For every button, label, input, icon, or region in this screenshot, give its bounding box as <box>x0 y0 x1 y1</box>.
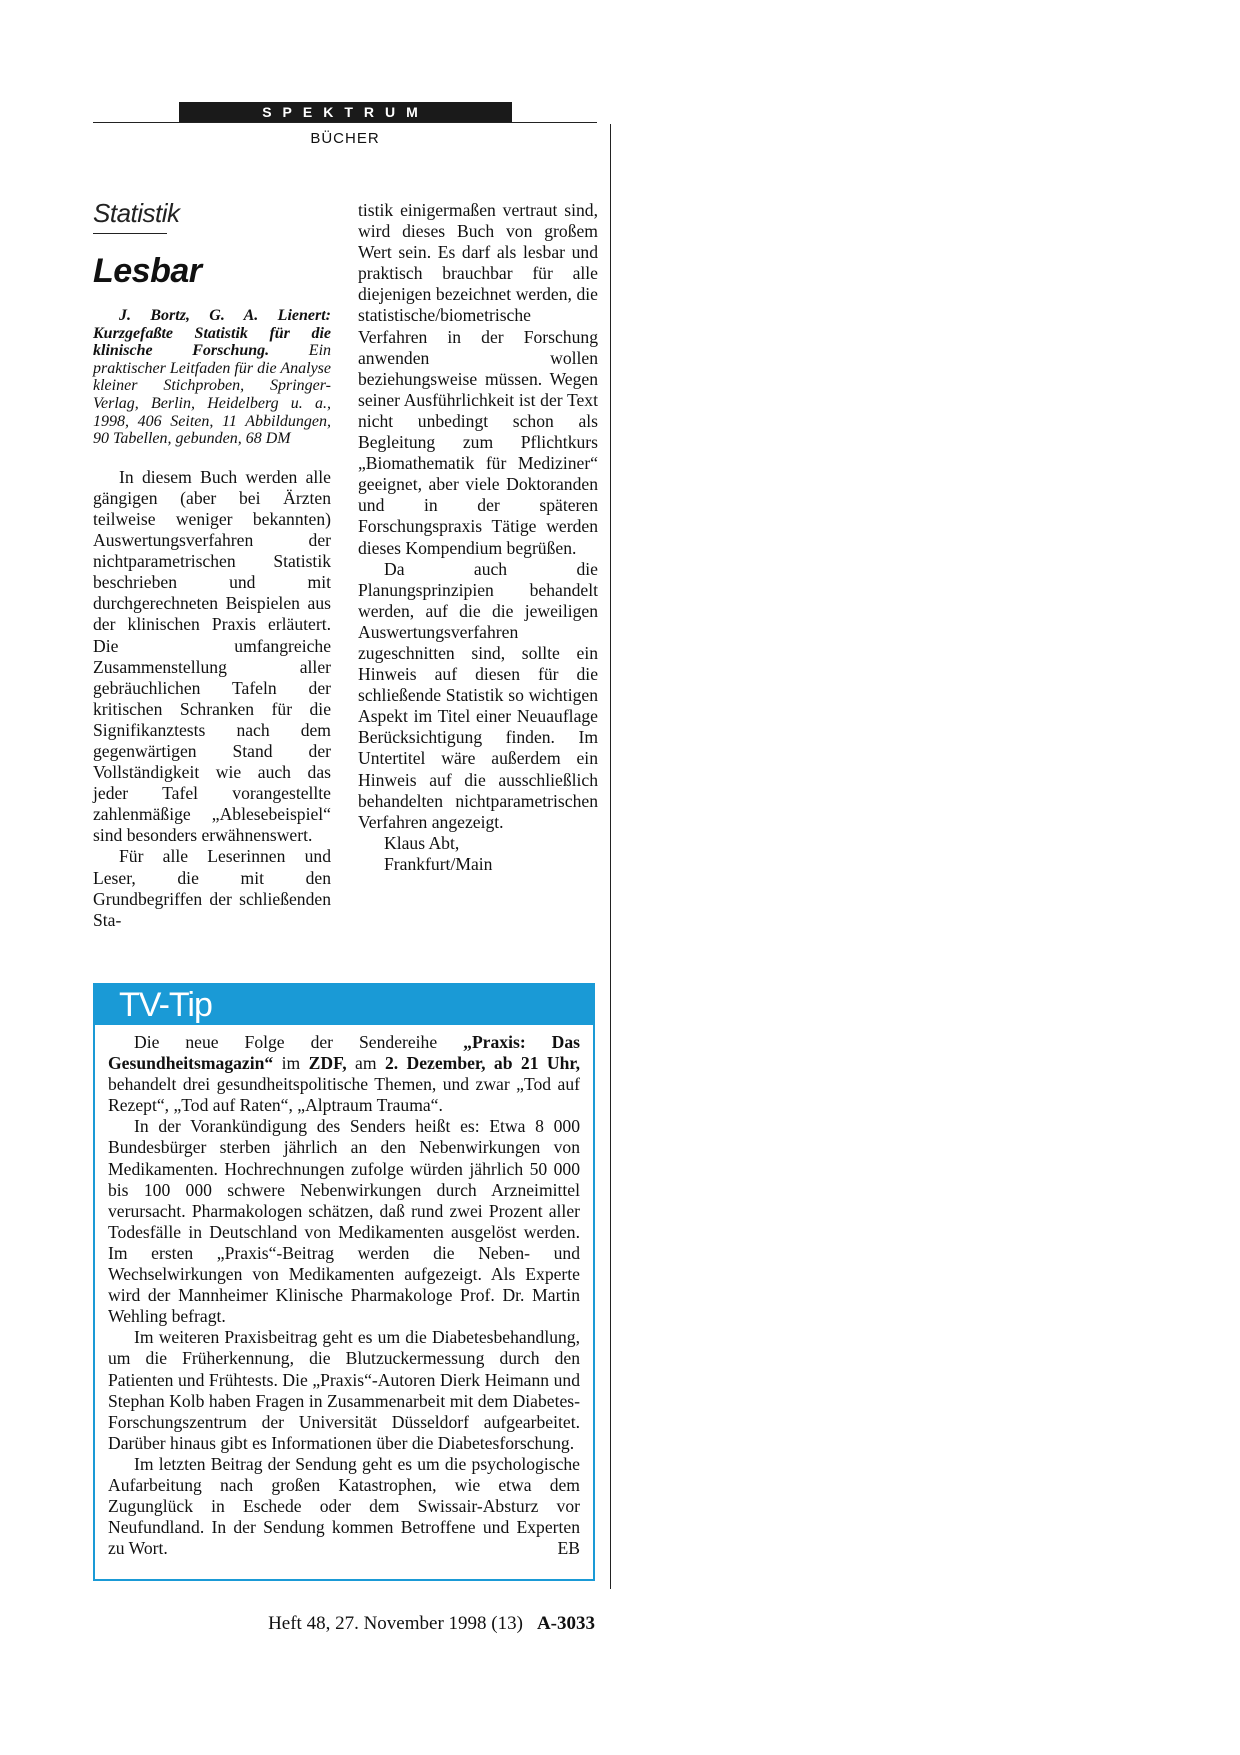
article-paragraph: Da auch die Planungsprinzipien behandelt werden, auf die die jeweiligen Auswertungsverfahren zugeschnitten sind, sollte ein Hinweis auf diesen für die schließende Statistik so wichtigen Aspekt im Titel einer Neuauflage Berücksichtigung finden. Im Untertitel wäre außerdem ein Hinweis auf die ausschließlich behandelten nichtparametrischen Verfahren angezeigt. <box>358 558 598 832</box>
section-rubric: SPEKTRUM <box>179 102 512 122</box>
page-number: A-3033 <box>536 1613 595 1634</box>
tv-tip-paragraph <box>108 1454 580 1559</box>
author-city: Frankfurt/Main <box>384 853 493 874</box>
article-column-left <box>93 307 331 931</box>
column-divider <box>610 124 611 1589</box>
tv-tip-paragraph: Im weiteren Praxisbeitrag geht es um die Diabetesbehandlung, um die Früherkennung, die Blutzuckermessung durch den Patienten und Frühtests. Die „Praxis“-Autoren Dierk Heimann und Stephan Kolb haben Fragen in Zusammenarbeit mit dem Diabetes-Forschungszentrum der Universität Düsseldorf aufgearbeitet. Darüber hinaus gibt es Informationen über die Diabetesforschung. <box>108 1327 580 1453</box>
article-paragraph: In diesem Buch werden alle gängigen (aber bei Ärzten teilweise weniger bekannten) Auswertungsverfahren der nichtparametrischen Statistik beschrieben und mit durchgerechneten Beispielen aus der klinischen Praxis erläutert. Die umfangreiche Zusammenstellung aller gebräuchlichen Tafeln der kritischen Schranken für die Signifikanztests nach dem gegenwärtigen Stand der Vollständigkeit wie auch das jeder Tafel vorangestellte zahlenmäßige „Ablesebeispiel“ sind besonders erwähnenswert. <box>93 466 331 846</box>
article-paragraph: Für alle Leserinnen und Leser, die mit den Grundbegriffen der schließenden Sta- <box>93 846 331 930</box>
tv-tip-text: Die neue Folge der Sendereihe <box>134 1032 464 1052</box>
tv-tip-text: am <box>346 1053 385 1074</box>
tv-tip-signature: EB <box>557 1538 580 1559</box>
book-details: Ein praktischer Leitfaden für die Analyse kleiner Stichproben, Springer-Verlag, Berlin, Heidelberg u. a., 1998, 406 Seiten, 11 Abbildungen, 90 Tabellen, gebunden, 68 DM <box>93 342 332 448</box>
tv-tip-title: TV-Tip <box>95 985 593 1025</box>
tv-tip-paragraph: In der Vorankündigung des Senders heißt es: Etwa 8 000 Bundesbürger sterben jährlich an den Nebenwirkungen von Medikamenten. Hochrechnungen zufolge würden jährlich 50 000 bis 100 000 schwere Nebenwirkungen durch Arzneimittel verursacht. Pharmakologen schätzen, daß rund zwei Prozent aller Todesfälle in Deutschland von Medikamenten ausgelöst werden. Im ersten „Praxis“-Beitrag werden die Neben- und Wechselwirkungen von Medikamenten aufgezeigt. Als Experte wird der Mannheimer Klinische Pharmakologe Prof. Dr. Martin Wehling befragt. <box>108 1116 580 1327</box>
tv-tip-body <box>95 1025 593 1559</box>
book-reference <box>93 307 331 448</box>
issue-info: Heft 48, 27. November 1998 (13) <box>268 1613 523 1634</box>
channel-name: ZDF, <box>308 1053 347 1074</box>
tv-tip-text: Im letzten Beitrag der Sendung geht es um die psychologische Aufarbeitung nach großen Katastrophen, wie etwa dem Zugunglück in Eschede oder dem Swissair-Absturz vor Neufundland. In der Sendung kommen Betroffene und Experten zu Wort. <box>108 1453 580 1559</box>
article-paragraph: tistik einigermaßen vertraut sind, wird dieses Buch von großem Wert sein. Es darf als lesbar und praktisch brauchbar für alle diejenigen bezeichnet werden, die statistische/biometrische Verfahren in der Forschung anwenden wollen beziehungsweise müssen. Wegen seiner Ausführlichkeit ist der Text nicht unbedingt schon als Begleitung zum Pflichtkurs „Biomathematik für Mediziner“ geeignet, aber viele Doktoranden und in der späteren Forschungspraxis Tätige werden dieses Kompendium begrüßen. <box>358 200 598 558</box>
show-name: „Praxis: Das Gesundheitsmagazin“ <box>108 1032 580 1074</box>
category-underline <box>93 233 167 234</box>
article-column-right <box>358 200 598 875</box>
section-label: BÜCHER <box>310 130 380 147</box>
article-category: Statistik <box>93 198 180 228</box>
tv-tip-text: behandelt drei gesundheitspolitische Themen, und zwar „Tod auf Rezept“, „Tod auf Raten“, „Alptraum Trauma“. <box>108 1074 580 1116</box>
tv-tip-paragraph <box>108 1032 580 1116</box>
broadcast-date: 2. Dezember, ab 21 Uhr, <box>384 1053 581 1074</box>
article-headline: Lesbar <box>93 252 202 290</box>
tv-tip-box <box>93 983 595 1581</box>
header-divider <box>93 122 597 123</box>
tv-tip-text: im <box>273 1053 309 1074</box>
book-authors-title: J. Bortz, G. A. Lienert: Kurzgefaßte Statistik für die klinische Forschung. <box>93 307 331 360</box>
author-name: Klaus Abt, <box>384 832 460 853</box>
page-footer <box>93 1613 595 1635</box>
